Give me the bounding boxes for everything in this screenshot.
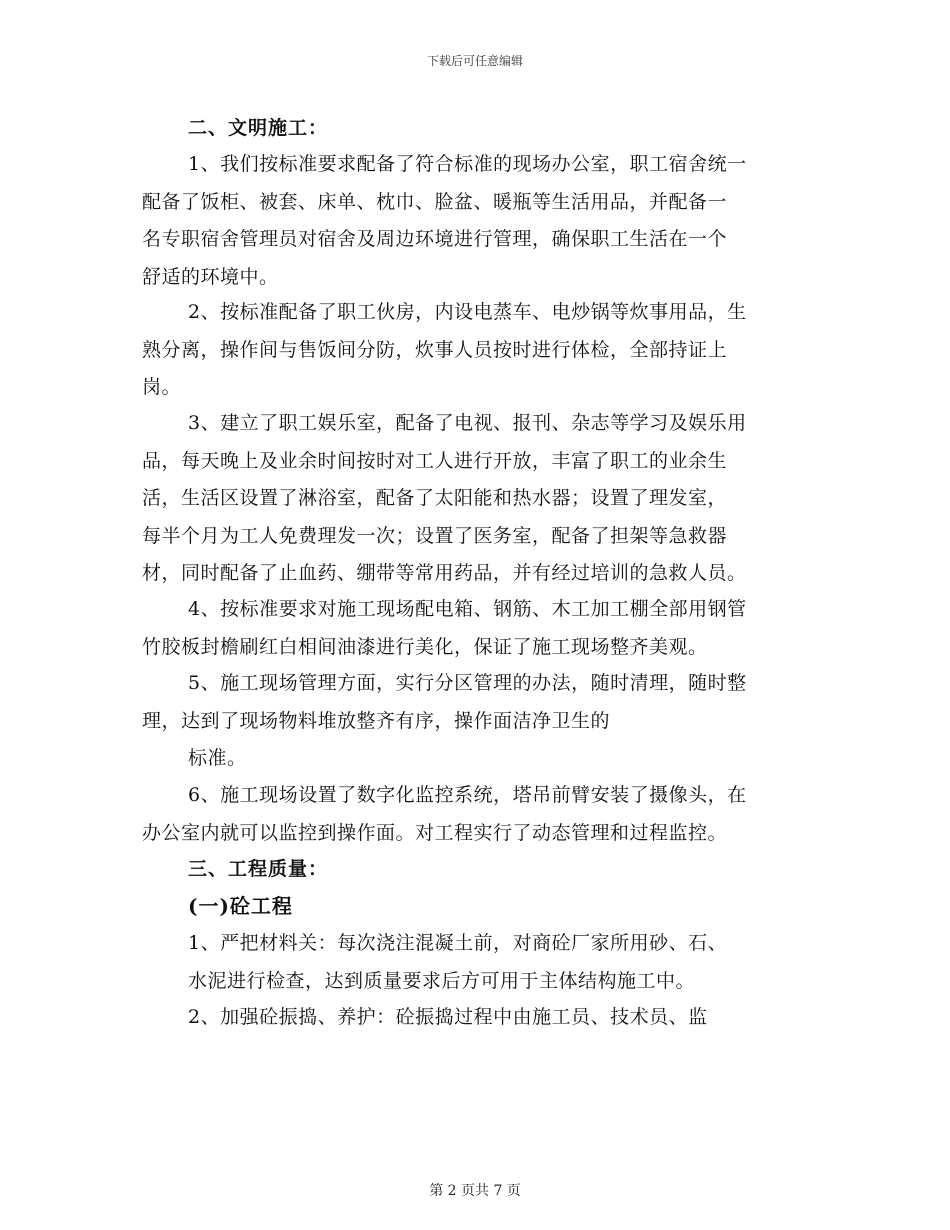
page-footer: 第 2 页共 7 页 bbox=[429, 1183, 521, 1199]
paragraph-line: 名专职宿舍管理员对宿舍及周边环境进行管理，确保职工生活在一个 bbox=[142, 228, 728, 250]
paragraph-line: 2、按标准配备了职工伙房，内设电蒸车、电炒锅等炊事用品，生 bbox=[188, 301, 747, 323]
paragraph-line: 1、我们按标准要求配备了符合标准的现场办公室，职工宿舍统一 bbox=[188, 153, 747, 175]
paragraph-line: 理，达到了现场物料堆放整齐有序，操作面洁净卫生的 bbox=[142, 709, 611, 732]
paragraph-4 bbox=[142, 591, 810, 666]
paragraph-line: 岗。 bbox=[142, 376, 182, 398]
paragraph-line: 1、严把材料关：每次浇注混凝土前，对商砼厂家所用砂、石、 bbox=[188, 932, 728, 954]
paragraph-line: 舒适的环境中。 bbox=[142, 265, 279, 288]
paragraph-line: 2、加强砼振捣、养护：砼振捣过程中由施工员、技术员、监 bbox=[188, 1006, 708, 1028]
section-heading-civilized-construction: 二、文明施工： bbox=[188, 117, 329, 139]
paragraph-7 bbox=[142, 925, 810, 1000]
paragraph-line: 竹胶板封檐刷红白相间油漆进行美化，保证了施工现场整齐美观。 bbox=[142, 635, 708, 658]
paragraph-2 bbox=[142, 294, 810, 407]
paragraph-line: 办公室内就可以监控到操作面。对工程实行了动态管理和过程监控。 bbox=[142, 821, 728, 844]
paragraph-line: 5、施工现场管理方面，实行分区管理的办法，随时清理，随时整 bbox=[188, 672, 747, 694]
paragraph-3 bbox=[142, 405, 810, 593]
paragraph-1 bbox=[142, 146, 810, 296]
paragraph-line: 6、施工现场设置了数字化监控系统，塔吊前臂安装了摄像头，在 bbox=[188, 784, 747, 806]
section-heading-engineering-quality: 三、工程质量： bbox=[188, 858, 329, 880]
paragraph-6 bbox=[142, 777, 810, 852]
paragraph-line: 标准。 bbox=[188, 747, 247, 769]
paragraph-line: 4、按标准要求对施工现场配电箱、钢筋、木工加工棚全部用钢管 bbox=[188, 598, 747, 620]
paragraph-8 bbox=[142, 999, 810, 1037]
paragraph-line: 3、建立了职工娱乐室，配备了电视、报刊、杂志等学习及娱乐用 bbox=[188, 412, 747, 434]
paragraph-line: 配备了饭柜、被套、床单、枕巾、脸盆、暖瓶等生活用品，并配备一 bbox=[142, 190, 728, 213]
paragraph-line: 熟分离，操作间与售饭间分防，炊事人员按时进行体检，全部持证上 bbox=[142, 338, 728, 361]
paragraph-line: 活，生活区设置了淋浴室，配备了太阳能和热水器；设置了理发室， bbox=[142, 487, 728, 509]
paragraph-5 bbox=[142, 665, 810, 778]
paragraph-line: 品，每天晚上及业余时间按时对工人进行开放，丰富了职工的业余生 bbox=[142, 449, 728, 472]
subsection-heading-concrete: (一)砼工程 bbox=[188, 894, 293, 918]
paragraph-line: 水泥进行检查，达到质量要求后方可用于主体结构施工中。 bbox=[188, 969, 696, 992]
page-header: 下载后可任意编辑 bbox=[426, 54, 523, 68]
paragraph-line: 每半个月为工人免费理发一次；设置了医务室，配备了担架等急救器 bbox=[142, 524, 728, 547]
paragraph-line: 材，同时配备了止血药、绷带等常用药品，并有经过培训的急救人员。 bbox=[142, 562, 747, 584]
